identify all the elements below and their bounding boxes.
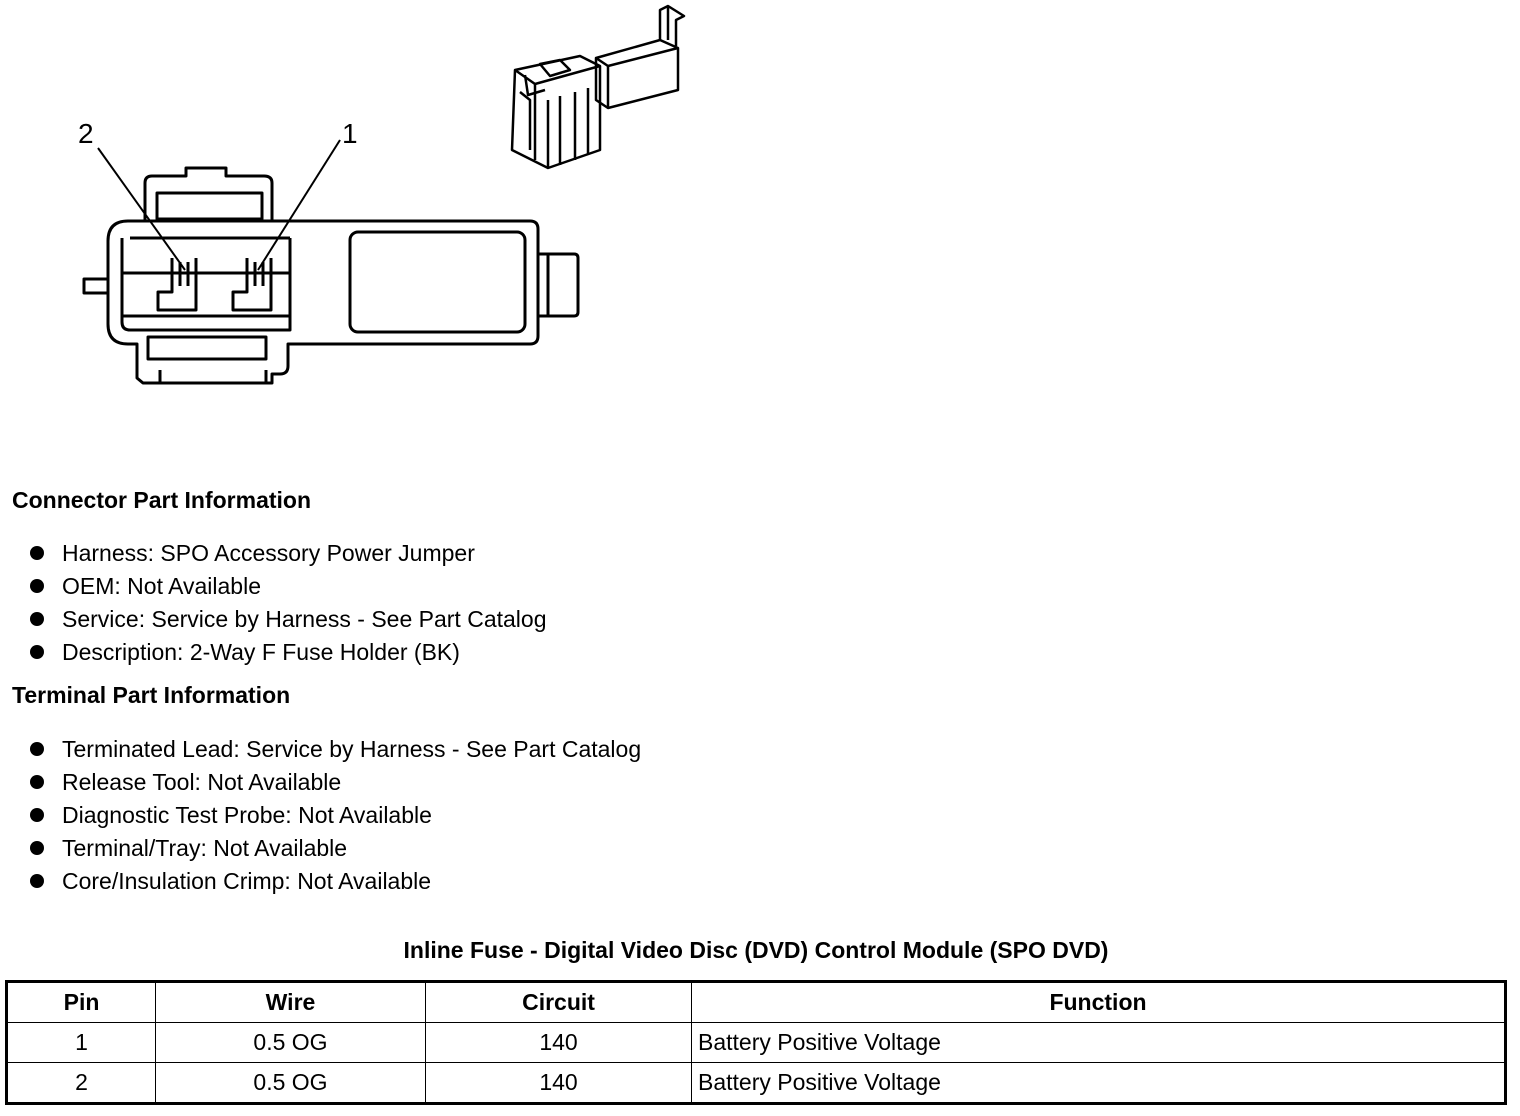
- list-item-text: Harness: SPO Accessory Power Jumper: [62, 540, 475, 566]
- cell-circuit: 140: [426, 1023, 692, 1063]
- bullet-icon: [30, 742, 44, 756]
- column-header-pin: Pin: [7, 982, 156, 1023]
- list-item: [28, 832, 641, 865]
- bullet-icon: [30, 546, 44, 560]
- list-item: [28, 636, 546, 669]
- pin-label-1: 1: [342, 118, 358, 149]
- cell-wire: 0.5 OG: [156, 1023, 426, 1063]
- list-item-text: Core/Insulation Crimp: Not Available: [62, 868, 432, 894]
- list-item-text: Terminal/Tray: Not Available: [62, 835, 348, 861]
- list-item: [28, 799, 641, 832]
- table-row: [7, 1023, 1506, 1063]
- list-item-text: OEM: Not Available: [62, 573, 262, 599]
- list-item: [28, 570, 546, 603]
- pinout-table: [5, 980, 1507, 1105]
- cell-function: Battery Positive Voltage: [692, 1063, 1506, 1104]
- list-item: [28, 537, 546, 570]
- cell-wire: 0.5 OG: [156, 1063, 426, 1104]
- cell-pin: 2: [7, 1063, 156, 1104]
- table-row: [7, 1063, 1506, 1104]
- connector-face-drawing: [0, 0, 720, 400]
- column-header-function: Function: [692, 982, 1506, 1023]
- bullet-icon: [30, 874, 44, 888]
- pin-label-2: 2: [78, 118, 94, 149]
- table-title: Inline Fuse - Digital Video Disc (DVD) Control Module (SPO DVD): [403, 937, 1109, 963]
- list-item-text: Release Tool: Not Available: [62, 769, 342, 795]
- bullet-icon: [30, 612, 44, 626]
- cell-function: Battery Positive Voltage: [692, 1023, 1506, 1063]
- terminal-info-list: [28, 733, 641, 898]
- bullet-icon: [30, 645, 44, 659]
- column-header-circuit: Circuit: [426, 982, 692, 1023]
- terminal-part-info-heading: Terminal Part Information: [12, 682, 291, 708]
- bullet-icon: [30, 579, 44, 593]
- connector-diagram: [0, 0, 720, 400]
- list-item: [28, 733, 641, 766]
- list-item: [28, 603, 546, 636]
- bullet-icon: [30, 775, 44, 789]
- list-item: [28, 766, 641, 799]
- list-item-text: Terminated Lead: Service by Harness - See Part Catalog: [62, 736, 642, 762]
- cell-pin: 1: [7, 1023, 156, 1063]
- list-item-text: Service: Service by Harness - See Part Catalog: [62, 606, 547, 632]
- list-item-text: Diagnostic Test Probe: Not Available: [62, 802, 432, 828]
- connector-info-list: [28, 537, 546, 669]
- table-header-row: [7, 982, 1506, 1023]
- bullet-icon: [30, 808, 44, 822]
- bullet-icon: [30, 841, 44, 855]
- list-item: [28, 865, 641, 898]
- column-header-wire: Wire: [156, 982, 426, 1023]
- list-item-text: Description: 2-Way F Fuse Holder (BK): [62, 639, 460, 665]
- connector-part-info-heading: Connector Part Information: [12, 487, 312, 513]
- cell-circuit: 140: [426, 1063, 692, 1104]
- connector-isometric-view: [512, 6, 684, 168]
